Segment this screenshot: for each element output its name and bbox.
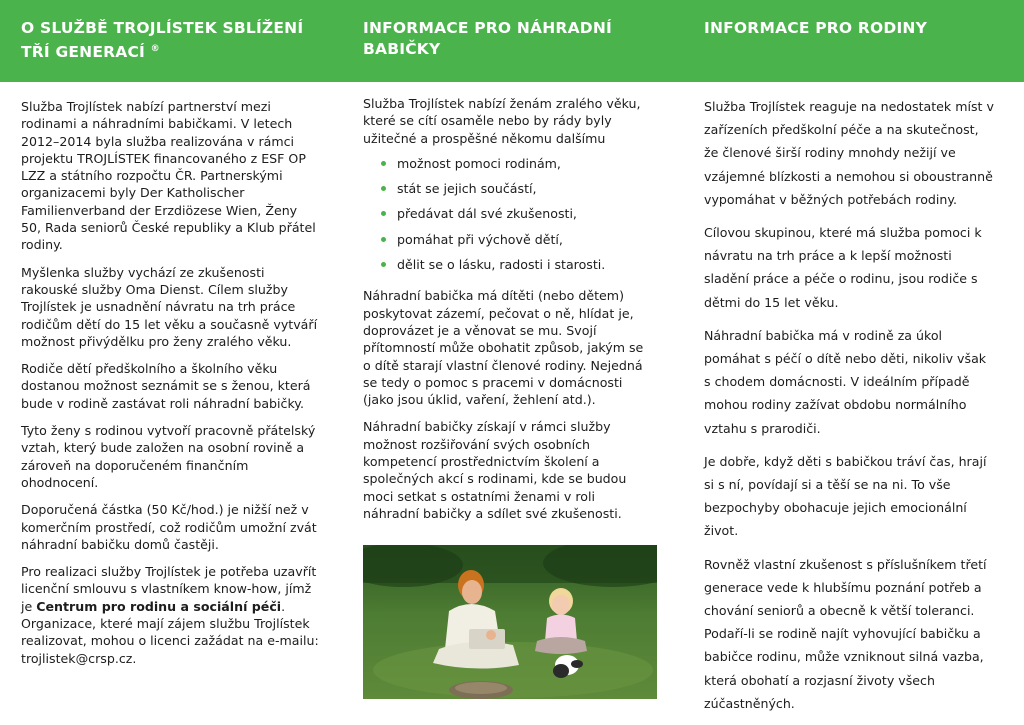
list-item-text: pomáhat při výchově dětí,: [397, 231, 563, 247]
list-item-text: možnost pomoci rodinám,: [397, 155, 561, 171]
list-item: [363, 252, 653, 277]
col1-heading-line2: TŘÍ GENERACÍ: [21, 43, 146, 62]
col1-heading: [21, 18, 341, 63]
col1-paragraph-6: [21, 563, 321, 667]
bullet-icon: [381, 211, 386, 216]
list-item-text: předávat dál své zkušenosti,: [397, 206, 577, 222]
col1-p6-before: Pro realizaci služby Trojlístek je potřeba uzavřít licenční smlouvu s vlastníkem know-how, jímž je: [21, 564, 317, 614]
col3-paragraph-4: Je dobře, když děti s babičkou tráví čas, hrají si s ní, povídají si a těší se na ni. To vše bezpochyby obohacuje jejich emocionální život.: [704, 453, 987, 539]
bullet-icon: [381, 237, 386, 242]
list-item: [363, 227, 653, 252]
list-item-text: stát se jejich součástí,: [397, 181, 537, 197]
col1-p6-after: . Organizace, které mají zájem službu Trojlístek realizovat, mohou o licenci zažádat na e-mailu: trojlistek@crsp.cz.: [21, 598, 319, 666]
col2-heading-line2: BABIČKY: [363, 40, 441, 58]
col1-heading-line1: O SLUŽBĚ TROJLÍSTEK SBLÍŽENÍ: [21, 19, 304, 37]
col3-heading: [704, 18, 1004, 39]
list-item-text: dělit se o lásku, radosti i starosti.: [397, 257, 606, 273]
column-families: [704, 95, 996, 725]
benefits-list: [363, 151, 653, 277]
list-item: [363, 176, 653, 201]
col2-paragraph-2: Náhradní babička má dítěti (nebo dětem) poskytovat zázemí, pečovat o ně, hlídat je, doprovázet je a věnovat se mu. Svojí přítomností může obohatit způsob, jakým se o dítě starají vlastní členové rodiny. Nejedná se tedy o pomoc s pracemi v domácnosti (jako jsou úklid, vaření, žehlení atd.).: [363, 288, 644, 408]
col1-paragraph-2: Myšlenka služby vychází ze zkušenosti rakouské služby Oma Dienst. Cílem služby Trojlístek je usnadnění návratu na trh práce rodičům dětí do 15 let věku a současně vytváří možnost přivýdělku pro ženy zralého věku.: [21, 264, 318, 349]
col2-heading-line1: INFORMACE PRO NÁHRADNÍ: [363, 19, 612, 37]
col1-paragraph-5: Doporučená částka (50 Kč/hod.) je nižší než v komerčním prostředí, což rodičům umožní zvát náhradní babičku domů častěji.: [21, 502, 317, 552]
col1-paragraph-4: Tyto ženy s rodinou vytvoří pracovně přátelský vztah, který bude založen na osobní rovině a zároveň na doporučeném finančním ohodnocení.: [21, 423, 316, 490]
col3-heading-line1: INFORMACE PRO RODINY: [704, 19, 928, 37]
bullet-icon: [381, 262, 386, 267]
green-header-band: [0, 0, 1024, 82]
bullet-icon: [381, 186, 386, 191]
grandmother-child-photo: [363, 545, 657, 699]
col3-paragraph-3: Náhradní babička má v rodině za úkol pomáhat s péčí o dítě nebo děti, nikoliv však s chodem domácnosti. V ideálním případě mohou rodiny zažívat obdobu normálního vztahu s prarodiči.: [704, 327, 987, 436]
organization-name: Centrum pro rodinu a sociální péči: [36, 598, 282, 614]
col1-paragraph-3: Rodiče dětí předškolního a školního věku dostanou možnost seznámit se s ženou, která bude v rodině zastávat roli náhradní babičky.: [21, 361, 311, 411]
list-item: [363, 151, 653, 176]
registered-mark: ®: [150, 44, 160, 54]
photo-illustration: [363, 545, 657, 699]
column-grandmothers: [363, 95, 653, 532]
list-item: [363, 201, 653, 226]
col1-paragraph-1: Služba Trojlístek nabízí partnerství mezi rodinami a náhradními babičkami. V letech 2012–2014 byla služba realizována v rámci projektu TROJLÍSTEK financovaného z ESF OP LZZ a státního rozpočtu ČR. Partnerskými organizacemi byly Der Katholischer Familienverband der Erzdiözese Wien, Ženy 50, Rada seniorů České republiky a Klub přátel rodiny.: [21, 99, 316, 253]
bullet-icon: [381, 161, 386, 166]
column-about-service: [21, 98, 321, 677]
col2-heading: [363, 18, 663, 60]
col3-paragraph-2: Cílovou skupinou, které má služba pomoci k návratu na trh práce a k lepší možnosti sladění práce a péče o rodinu, jsou rodiče s dětmi do 15 let věku.: [704, 225, 982, 310]
col2-paragraph-3: Náhradní babičky získají v rámci služby možnost rozšiřování svých osobních kompetencí prostřednictvím školení a společných akcí s rodinami, kde se budou moci setkat s ostatními ženami v roli náhradní babičky a sdílet své zkušenosti.: [363, 419, 627, 521]
col3-paragraph-1: Služba Trojlístek reaguje na nedostatek míst v zařízeních předškolní péče a na skutečnost, že členové širší rodiny mnohdy nežijí ve vzájemné blízkosti a nemohou si oboustranně vypomáhat v běžných potřebách rodiny.: [704, 99, 994, 207]
col2-intro: Služba Trojlístek nabízí ženám zralého věku, které se cítí osaměle nebo by rády byly užitečné a prospěšné někomu dalšímu: [363, 96, 641, 146]
col3-paragraph-5: Rovněž vlastní zkušenost s příslušníkem třetí generace vede k hlubšímu poznání potřeb a chování seniorů a obecně k větší toleranci. Podaří-li se rodině najít vyhovující babičku a babičce rodinu, může vzniknout silná vazba, která obohatí a rozjasní životy všech zúčastněných.: [704, 556, 987, 711]
